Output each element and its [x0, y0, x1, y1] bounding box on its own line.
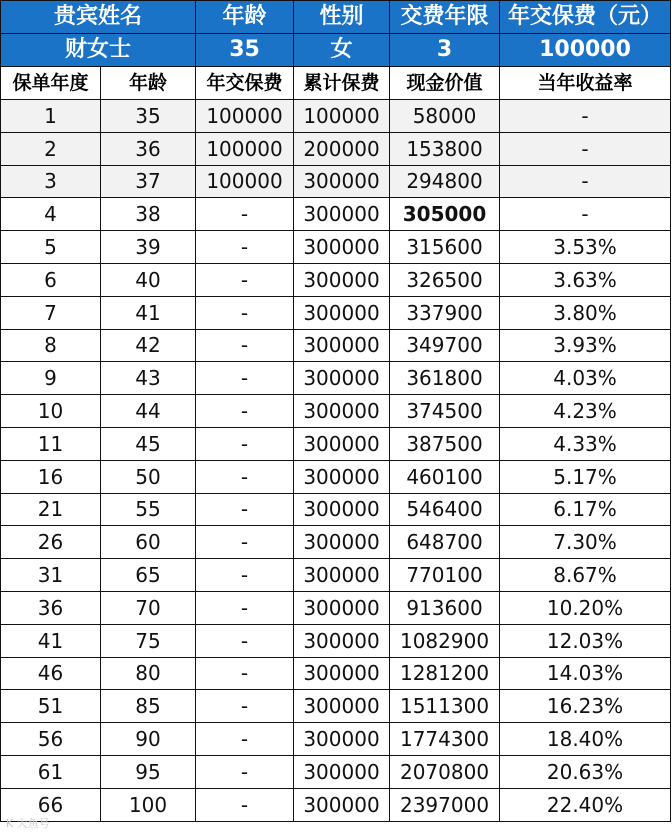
cell-cash-value: 648700 [390, 526, 500, 559]
cell-total-premium: 300000 [294, 559, 390, 592]
cell-policy-year: 10 [1, 395, 101, 428]
cell-age: 44 [101, 395, 196, 428]
cell-annual-premium: - [196, 624, 294, 657]
cell-age: 75 [101, 624, 196, 657]
table-row [1, 788, 671, 821]
cell-policy-year: 9 [1, 362, 101, 395]
cell-total-premium: 100000 [294, 100, 390, 133]
table-row [1, 755, 671, 788]
cell-age: 40 [101, 263, 196, 296]
table-row [1, 657, 671, 690]
col-age: 年龄 [101, 67, 196, 100]
table-row [1, 690, 671, 723]
cell-policy-year: 41 [1, 624, 101, 657]
col-total-premium: 累计保费 [294, 67, 390, 100]
cell-age: 45 [101, 427, 196, 460]
table-row [1, 100, 671, 133]
cell-annual-yield: 3.63% [500, 263, 671, 296]
cell-age: 39 [101, 231, 196, 264]
table-row [1, 460, 671, 493]
cell-annual-premium: - [196, 493, 294, 526]
cell-annual-yield: 4.03% [500, 362, 671, 395]
cell-annual-yield: - [500, 100, 671, 133]
cell-annual-premium: 100000 [196, 100, 294, 133]
cell-cash-value: 153800 [390, 132, 500, 165]
cell-policy-year: 61 [1, 755, 101, 788]
gender-value: 女 [294, 34, 390, 67]
cell-total-premium: 300000 [294, 755, 390, 788]
col-annual-premium: 年交保费 [196, 67, 294, 100]
gender-label: 性别 [294, 1, 390, 34]
col-annual-yield: 当年收益率 [500, 67, 671, 100]
cell-annual-yield: 3.53% [500, 231, 671, 264]
cell-cash-value: 1281200 [390, 657, 500, 690]
cell-age: 65 [101, 559, 196, 592]
cell-age: 70 [101, 591, 196, 624]
cell-total-premium: 300000 [294, 198, 390, 231]
age-value: 35 [196, 34, 294, 67]
cell-total-premium: 300000 [294, 427, 390, 460]
table-row [1, 198, 671, 231]
watermark-text: K 大鱼号 [6, 817, 50, 830]
table-row [1, 526, 671, 559]
cell-annual-yield: 3.80% [500, 296, 671, 329]
table-row [1, 559, 671, 592]
cell-policy-year: 36 [1, 591, 101, 624]
cell-age: 90 [101, 723, 196, 756]
cell-total-premium: 300000 [294, 591, 390, 624]
cell-age: 35 [101, 100, 196, 133]
table-row [1, 165, 671, 198]
table-row [1, 263, 671, 296]
cell-annual-premium: - [196, 231, 294, 264]
cell-cash-value: 460100 [390, 460, 500, 493]
cell-annual-yield: 10.20% [500, 591, 671, 624]
cell-total-premium: 300000 [294, 493, 390, 526]
cell-age: 50 [101, 460, 196, 493]
cell-cash-value: 387500 [390, 427, 500, 460]
cell-total-premium: 300000 [294, 263, 390, 296]
table-row [1, 296, 671, 329]
cell-annual-yield: 3.93% [500, 329, 671, 362]
cell-annual-yield: 18.40% [500, 723, 671, 756]
cell-policy-year: 66 [1, 788, 101, 821]
cell-age: 95 [101, 755, 196, 788]
cell-cash-value: 294800 [390, 165, 500, 198]
cell-annual-premium: - [196, 296, 294, 329]
cell-total-premium: 300000 [294, 788, 390, 821]
cell-cash-value: 1511300 [390, 690, 500, 723]
cell-annual-yield: 7.30% [500, 526, 671, 559]
guest-name-label: 贵宾姓名 [1, 1, 196, 34]
table-row [1, 395, 671, 428]
cell-age: 100 [101, 788, 196, 821]
cell-annual-yield: 20.63% [500, 755, 671, 788]
cell-annual-yield: 8.67% [500, 559, 671, 592]
cell-policy-year: 21 [1, 493, 101, 526]
cell-policy-year: 16 [1, 460, 101, 493]
cell-cash-value: 58000 [390, 100, 500, 133]
cell-annual-yield: 4.23% [500, 395, 671, 428]
cell-annual-premium: - [196, 263, 294, 296]
cell-annual-premium: - [196, 723, 294, 756]
cell-annual-premium: - [196, 395, 294, 428]
cell-age: 41 [101, 296, 196, 329]
cell-annual-yield: - [500, 132, 671, 165]
cell-annual-yield: 16.23% [500, 690, 671, 723]
cell-total-premium: 300000 [294, 657, 390, 690]
cell-total-premium: 300000 [294, 526, 390, 559]
table-row [1, 591, 671, 624]
cell-cash-value: 326500 [390, 263, 500, 296]
cell-annual-premium: - [196, 657, 294, 690]
cell-cash-value: 1082900 [390, 624, 500, 657]
cell-annual-yield: - [500, 198, 671, 231]
cell-policy-year: 26 [1, 526, 101, 559]
cell-cash-value: 349700 [390, 329, 500, 362]
cell-policy-year: 31 [1, 559, 101, 592]
col-cash-value: 现金价值 [390, 67, 500, 100]
cell-annual-premium: - [196, 755, 294, 788]
cell-age: 42 [101, 329, 196, 362]
cell-age: 60 [101, 526, 196, 559]
cell-age: 37 [101, 165, 196, 198]
cell-cash-value: 337900 [390, 296, 500, 329]
cell-annual-premium: - [196, 460, 294, 493]
cell-cash-value: 913600 [390, 591, 500, 624]
table-row [1, 493, 671, 526]
cell-annual-yield: 22.40% [500, 788, 671, 821]
table-row [1, 231, 671, 264]
cell-policy-year: 51 [1, 690, 101, 723]
column-header-row [1, 67, 671, 100]
cell-policy-year: 2 [1, 132, 101, 165]
table-row [1, 132, 671, 165]
cell-age: 38 [101, 198, 196, 231]
cell-annual-premium: - [196, 559, 294, 592]
cell-policy-year: 3 [1, 165, 101, 198]
cell-total-premium: 200000 [294, 132, 390, 165]
cell-policy-year: 1 [1, 100, 101, 133]
cell-annual-premium: - [196, 788, 294, 821]
cell-age: 55 [101, 493, 196, 526]
header-value-row [1, 34, 671, 67]
cell-policy-year: 56 [1, 723, 101, 756]
cell-cash-value: 315600 [390, 231, 500, 264]
table-row [1, 362, 671, 395]
cell-total-premium: 300000 [294, 165, 390, 198]
table-row [1, 329, 671, 362]
table-row [1, 427, 671, 460]
col-policy-year: 保单年度 [1, 67, 101, 100]
cell-total-premium: 300000 [294, 624, 390, 657]
cell-annual-premium: 100000 [196, 165, 294, 198]
cell-cash-value: 305000 [390, 198, 500, 231]
cell-total-premium: 300000 [294, 395, 390, 428]
cell-annual-premium: - [196, 198, 294, 231]
cell-total-premium: 300000 [294, 362, 390, 395]
cell-annual-premium: - [196, 591, 294, 624]
cell-cash-value: 1774300 [390, 723, 500, 756]
cell-annual-premium: - [196, 690, 294, 723]
cell-cash-value: 770100 [390, 559, 500, 592]
cell-annual-premium: - [196, 526, 294, 559]
guest-name-value: 财女士 [1, 34, 196, 67]
cell-total-premium: 300000 [294, 460, 390, 493]
cell-cash-value: 374500 [390, 395, 500, 428]
cell-annual-yield: 14.03% [500, 657, 671, 690]
table-row [1, 723, 671, 756]
cell-total-premium: 300000 [294, 690, 390, 723]
payment-term-value: 3 [390, 34, 500, 67]
cell-annual-premium: - [196, 329, 294, 362]
cell-cash-value: 2070800 [390, 755, 500, 788]
cell-policy-year: 11 [1, 427, 101, 460]
payment-term-label: 交费年限 [390, 1, 500, 34]
cell-cash-value: 546400 [390, 493, 500, 526]
annual-premium-label: 年交保费（元） [500, 1, 671, 34]
cell-total-premium: 300000 [294, 296, 390, 329]
cell-age: 85 [101, 690, 196, 723]
cell-cash-value: 2397000 [390, 788, 500, 821]
cell-age: 43 [101, 362, 196, 395]
cell-annual-yield: 12.03% [500, 624, 671, 657]
cell-annual-yield: - [500, 165, 671, 198]
age-label: 年龄 [196, 1, 294, 34]
cell-cash-value: 361800 [390, 362, 500, 395]
table-row [1, 624, 671, 657]
cell-policy-year: 6 [1, 263, 101, 296]
cell-age: 36 [101, 132, 196, 165]
cell-policy-year: 5 [1, 231, 101, 264]
cell-total-premium: 300000 [294, 723, 390, 756]
cell-annual-yield: 5.17% [500, 460, 671, 493]
cell-annual-premium: 100000 [196, 132, 294, 165]
cell-annual-yield: 4.33% [500, 427, 671, 460]
cell-policy-year: 4 [1, 198, 101, 231]
cell-total-premium: 300000 [294, 329, 390, 362]
cell-policy-year: 7 [1, 296, 101, 329]
cell-annual-yield: 6.17% [500, 493, 671, 526]
cell-total-premium: 300000 [294, 231, 390, 264]
cell-annual-premium: - [196, 427, 294, 460]
cell-policy-year: 46 [1, 657, 101, 690]
cell-policy-year: 8 [1, 329, 101, 362]
annual-premium-value: 100000 [500, 34, 671, 67]
header-label-row [1, 1, 671, 34]
cell-age: 80 [101, 657, 196, 690]
cell-annual-premium: - [196, 362, 294, 395]
